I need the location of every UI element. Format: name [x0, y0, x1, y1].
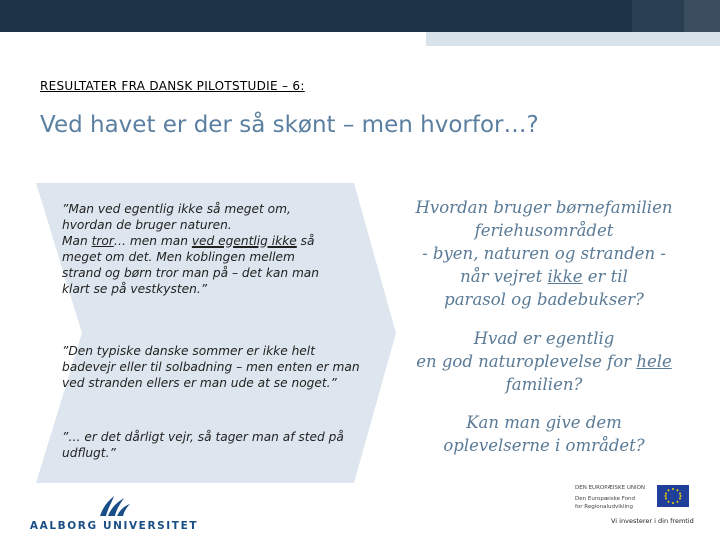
sub-banner-tint: [426, 32, 720, 46]
underlined-phrase: ved egentlig ikke: [191, 234, 297, 248]
banner-segment: [0, 0, 632, 32]
eu-motto: Vi investerer i din fremtid: [611, 517, 694, 525]
eu-line-2: Den Europæiske Fond: [575, 496, 636, 502]
question-2: Hvad er egentlig en god naturoplevelse for hele familien?: [416, 329, 672, 394]
eu-line-3: for Regionaludvikling: [575, 504, 634, 510]
slide-title: Ved havet er der så skønt – men hvorfor…?: [40, 112, 539, 138]
underlined-word: hele: [636, 352, 672, 371]
question-1: Hvordan bruger børnefamilien feriehusområdet - byen, naturen og stranden - når vejret ikke er til parasol og badebukser?: [415, 198, 673, 309]
university-name: AALBORG UNIVERSITET: [29, 520, 199, 532]
question-3: Kan man give dem oplevelserne i området?: [443, 413, 645, 455]
quote-1: ”Man ved egentlig ikke så meget om, hvordan de bruger naturen. Man tror… men man ved egentlig ikke så meget om det. Men koblingen mellem strand og børn tror man på – det kan man klart se på vestkysten.”: [62, 202, 320, 296]
aau-wave-icon: [94, 494, 134, 518]
eu-flag-icon: [657, 485, 689, 507]
underlined-word: ikke: [547, 267, 583, 286]
slide-kicker: RESULTATER FRA DANSK PILOTSTUDIE – 6:: [40, 79, 305, 93]
aalborg-university-logo: [30, 494, 198, 532]
quote-3: ”… er det dårligt vejr, så tager man af sted på udflugt.”: [62, 430, 344, 460]
eu-line-1: DEN EUROPÆISKE UNION: [575, 485, 646, 491]
eu-logo-block: [575, 484, 695, 525]
banner-segment: [684, 0, 720, 32]
underlined-word: tror: [91, 234, 114, 248]
top-banner: [0, 0, 720, 32]
banner-segment: [632, 0, 684, 32]
quote-2: ”Den typiske danske sommer er ikke helt badevejr eller til solbadning – men enten er man ved stranden ellers er man ude at se noget.”: [62, 344, 360, 390]
sub-banner: [0, 32, 720, 46]
